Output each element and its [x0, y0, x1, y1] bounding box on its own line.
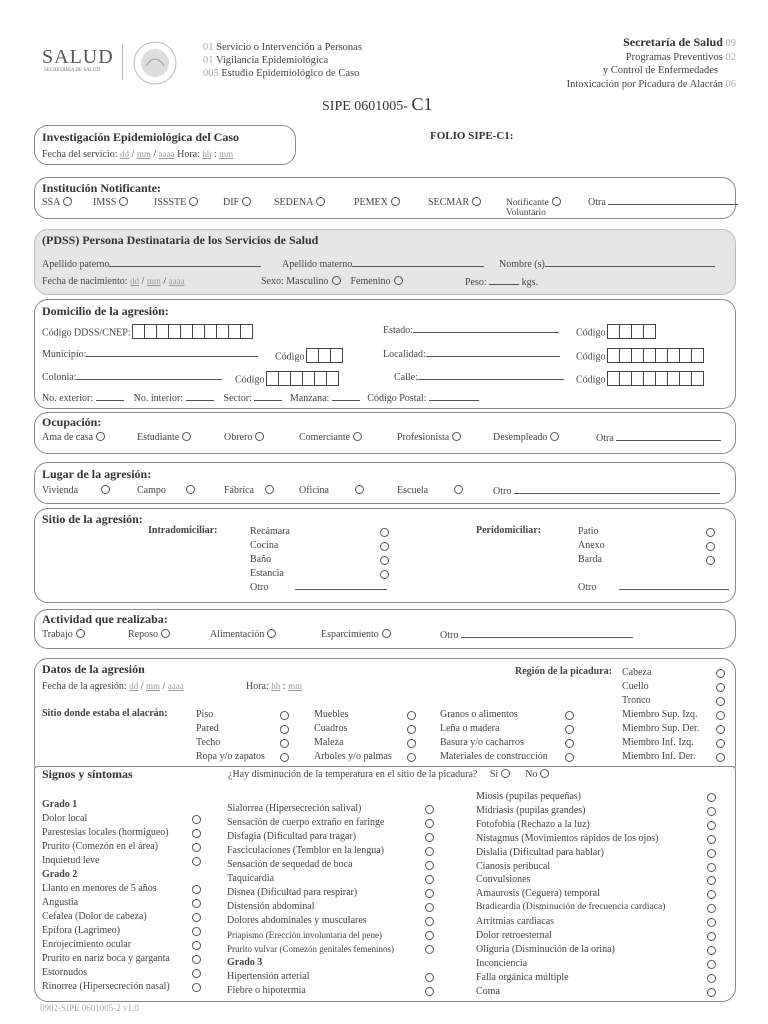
form-code: SIPE 0601005- C1 — [322, 94, 433, 114]
calle-codigo[interactable]: Código — [576, 371, 704, 389]
ocup-desempleado[interactable]: Desempleado — [493, 432, 559, 443]
lugar-title: Lugar de la agresión: — [42, 467, 152, 481]
sitio-col3: Granos o alimentos Leña o madera Basura y/o cacharros Materiales de construcción — [440, 709, 548, 762]
grado1-list: Grado 1 Dolor local Parestesias locales (hormigueo) Prurito (Comezón en el área) Inquietud leve Grado 2 Llanto en menores de 5 años Angustia Cefalea (Dolor de cabeza) Epífora (Lagrimeo) Enrojecimiento ocular Prurito en nariz boca y garganta Estornudos Rinorrea (Hipersecreción nasal) — [42, 799, 170, 992]
fecha-nacimiento[interactable]: Fecha de nacimiento: dd / mm / aaaa — [42, 276, 185, 287]
fecha-agresion[interactable]: Fecha de la agresión: dd / mm / aaaa — [42, 681, 184, 692]
nombre-field[interactable]: Nombre (s) — [499, 258, 715, 270]
region-items: Cabeza Cuello Tronco Miembro Sup. Izq. Miembro Sup. Der. Miembro Inf. Izq. Miembro Inf. Der. — [622, 667, 700, 762]
institucion-title: Institución Notificante: — [42, 181, 161, 195]
logo-salud: SALUD — [42, 46, 114, 68]
actividad-title: Actividad que realizaba: — [42, 612, 168, 626]
apellido-paterno-field[interactable]: Apellido paterno — [42, 258, 261, 270]
apellido-materno-field[interactable]: Apellido materno — [282, 258, 484, 270]
inst-imss[interactable]: IMSS — [93, 197, 128, 208]
codigo-ddss-field[interactable]: Código DDSS/CNEP: — [42, 324, 253, 342]
sitio-alacran-label: Sitio donde estaba el alacrán: — [42, 708, 168, 719]
municipio-codigo[interactable]: Código — [275, 348, 343, 366]
logo-sub: SECRETARÍA DE SALUD — [44, 68, 100, 73]
domicilio-numeros[interactable]: No. exterior: No. interior: Sector: Manzana: Código Postal: — [42, 392, 479, 404]
intra-label: Intradomiciliar: — [148, 525, 218, 536]
inst-ssa[interactable]: SSA — [42, 197, 72, 208]
act-trabajo[interactable]: Trabajo — [42, 629, 85, 640]
ocup-profesionista[interactable]: Profesionista — [397, 432, 461, 443]
estado-field[interactable]: Estado: — [383, 324, 559, 336]
act-esparcimiento[interactable]: Esparcimiento — [321, 629, 391, 640]
header-right: Secretaría de Salud 09 Programas Preventivos 02 y Control de Enfermedades Intoxicación por Picadura de Alacrán 06 — [566, 35, 736, 90]
sitio-col1: Piso Pared Techo Ropa y/o zapatos — [196, 709, 265, 762]
lugar-escuela[interactable]: Escuela — [397, 485, 463, 496]
right-list: Miosis (pupilas pequeñas) Midriasis (pupilas grandes) Fotofobia (Rechazo a la luz) Nistagmus (Movimientos rápidos de los ojos) Dislalia (Dificultad para hablar) Cianosis peribucal Convulsiones Amaurosis (Ceguera) temporal Bradicardia (Disminución de frecuencia cardiaca) Arritmias cardiacas Dolor retroesternal Oliguria (Disminución de la orina) Inconciencia Falla orgánica múltiple Coma — [476, 791, 666, 997]
lugar-campo[interactable]: Campo — [137, 485, 195, 496]
sitio-title: Sitio de la agresión: — [42, 512, 143, 526]
inst-issste[interactable]: ISSSTE — [154, 197, 198, 208]
ocupacion-title: Ocupación: — [42, 415, 102, 429]
act-alimentacion[interactable]: Alimentación — [210, 629, 276, 640]
inst-notificante[interactable]: Notificante Voluntario — [506, 197, 561, 218]
hora-agresion[interactable]: Hora: hh : mm — [246, 681, 303, 692]
folio-label: FOLIO SIPE-C1: — [430, 130, 514, 142]
lugar-otro[interactable]: Otro — [493, 485, 720, 497]
colonia-codigo[interactable]: Código — [235, 371, 339, 389]
datos-title: Datos de la agresión — [42, 662, 145, 676]
sitio-col2: Muebles Cuadros Maleza Arboles y/o palmas — [314, 709, 392, 762]
inst-dif[interactable]: DIF — [223, 197, 251, 208]
lugar-fabrica[interactable]: Fábrica — [224, 485, 274, 496]
min-field[interactable]: mm — [219, 149, 234, 159]
localidad-codigo[interactable]: Código — [576, 348, 704, 366]
peri-items: Patio Anexo Barda Otro — [578, 525, 729, 595]
act-reposo[interactable]: Reposo — [128, 629, 170, 640]
dd-field[interactable]: dd — [120, 149, 130, 159]
peso-field[interactable]: Peso: kgs. — [465, 277, 539, 288]
mid-radios[interactable] — [422, 804, 434, 1000]
sitio-col1-radios[interactable] — [277, 710, 289, 766]
colonia-field[interactable]: Colonia: — [42, 371, 222, 383]
localidad-field[interactable]: Localidad: — [383, 348, 560, 360]
ocup-otra[interactable]: Otra — [596, 432, 721, 444]
sitio-col3-radios[interactable] — [562, 710, 574, 766]
peri-radios[interactable] — [703, 527, 715, 569]
hh-field[interactable]: hh — [202, 149, 212, 159]
intra-radios[interactable] — [377, 527, 389, 583]
grado1-radios[interactable] — [189, 814, 201, 996]
footer-code: 0902-SIPE 0601005-2 v1.0 — [40, 1003, 139, 1013]
lugar-oficina[interactable]: Oficina — [299, 485, 364, 496]
aaaa-field[interactable]: aaaa — [158, 149, 175, 159]
right-radios[interactable] — [704, 792, 716, 1001]
estado-codigo[interactable]: Código — [576, 324, 656, 342]
ocup-ama[interactable]: Ama de casa — [42, 432, 105, 443]
inst-otra[interactable]: Otra — [588, 196, 738, 208]
seal-icon — [132, 40, 178, 89]
region-radios[interactable] — [713, 668, 725, 766]
ocup-comerciante[interactable]: Comerciante — [299, 432, 362, 443]
act-otro[interactable]: Otro — [440, 629, 633, 641]
mid-list: Sialorrea (Hipersecreción salival) Sensación de cuerpo extraño en faringe Disfagia (Dificultad para tragar) Fasciculaciones (Temblor en la lengua) Sensación de sequedad de boca Taquicardia Disnea (Dificultad para respirar) Distensión abdominal Dolores abdominales y musculares Priapismo (Erección involuntaria del pene) Prurito vulvar (Comezón genitales femeninos) Grado 3 Hipertensión arterial Fiebre o hipotermia — [227, 803, 394, 996]
caso-title: Investigación Epidemiológica del Caso — [42, 130, 240, 144]
region-label: Región de la picadura: — [515, 666, 612, 677]
ocup-obrero[interactable]: Obrero — [224, 432, 264, 443]
temperatura-question[interactable]: ¿Hay disminución de la temperatura en el sitio de la picadura? Si No — [228, 769, 549, 780]
inst-secmar[interactable]: SECMAR — [428, 197, 481, 208]
pdss-title: (PDSS) Persona Destinataria de los Servicios de Salud — [42, 233, 319, 247]
domicilio-title: Domicilio de la agresión: — [42, 304, 169, 318]
mm-field[interactable]: mm — [136, 149, 151, 159]
header-items: 01 Servicio o Intervención a Personas 01 Vigilancia Epidemiológica 005 Estudio Epidemiológico de Caso — [203, 42, 362, 79]
sexo-field[interactable]: Sexo: Masculino Femenino — [261, 276, 403, 287]
peri-label: Peridomiciliar: — [476, 525, 541, 536]
lugar-vivienda[interactable]: Vivienda — [42, 485, 110, 496]
signos-title: Signos y síntomas — [42, 767, 133, 781]
inst-pemex[interactable]: PEMEX — [354, 197, 400, 208]
logo-divider — [122, 44, 123, 80]
municipio-field[interactable]: Municipio: — [42, 348, 258, 360]
calle-field[interactable]: Calle: — [394, 371, 564, 383]
fecha-servicio: Fecha del servicio: dd / mm / aaaa Hora: hh : mm — [42, 149, 234, 160]
inst-sedena[interactable]: SEDENA — [274, 197, 325, 208]
intra-items: Recámara Cocina Baño Estancia Otro — [250, 525, 387, 595]
ocup-estudiante[interactable]: Estudiante — [137, 432, 191, 443]
sitio-col2-radios[interactable] — [404, 710, 416, 766]
